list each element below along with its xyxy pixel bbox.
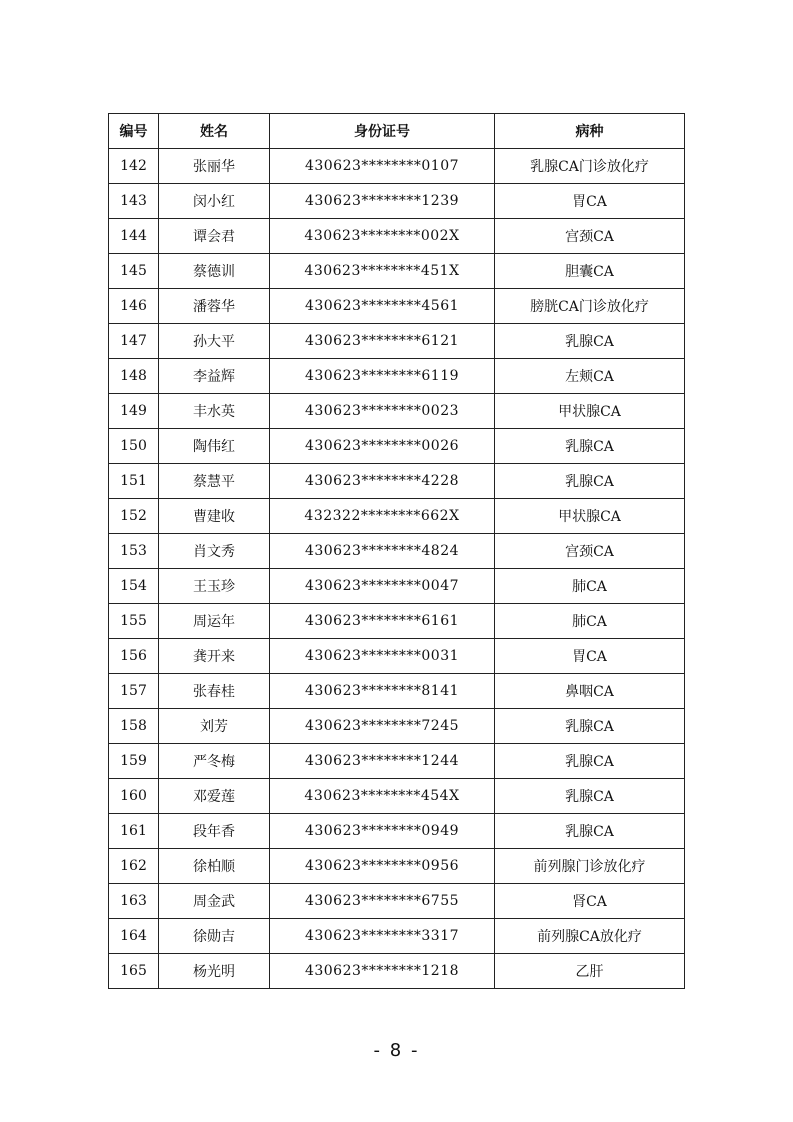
- id-number-cell: 430623********1239: [270, 184, 495, 219]
- disease-type-cell: 前列腺门诊放化疗: [495, 849, 685, 884]
- id-number-cell: 432322********662X: [270, 499, 495, 534]
- id-number-cell: 430623********6161: [270, 604, 495, 639]
- table-row: [109, 324, 685, 359]
- row-number-cell: 145: [109, 254, 159, 289]
- row-number-cell: 158: [109, 709, 159, 744]
- id-number-cell: 430623********7245: [270, 709, 495, 744]
- table-row: [109, 254, 685, 289]
- id-number-cell: 430623********0023: [270, 394, 495, 429]
- id-number-cell: 430623********6755: [270, 884, 495, 919]
- table-row: [109, 954, 685, 989]
- id-number-cell: 430623********0949: [270, 814, 495, 849]
- row-number-cell: 150: [109, 429, 159, 464]
- header-id: 身份证号: [270, 114, 495, 149]
- patient-name-cell: 曹建收: [159, 499, 270, 534]
- row-number-cell: 146: [109, 289, 159, 324]
- row-number-cell: 163: [109, 884, 159, 919]
- patient-name-cell: 张春桂: [159, 674, 270, 709]
- patient-name-cell: 周运年: [159, 604, 270, 639]
- disease-type-cell: 乳腺CA: [495, 779, 685, 814]
- id-number-cell: 430623********0047: [270, 569, 495, 604]
- patient-name-cell: 李益辉: [159, 359, 270, 394]
- table-row: [109, 709, 685, 744]
- row-number-cell: 151: [109, 464, 159, 499]
- row-number-cell: 154: [109, 569, 159, 604]
- header-name: 姓名: [159, 114, 270, 149]
- page-number: - 8 -: [373, 1040, 420, 1061]
- table-row: [109, 359, 685, 394]
- row-number-cell: 161: [109, 814, 159, 849]
- table-row: [109, 779, 685, 814]
- id-number-cell: 430623********4561: [270, 289, 495, 324]
- disease-type-cell: 前列腺CA放化疗: [495, 919, 685, 954]
- row-number-cell: 148: [109, 359, 159, 394]
- patient-name-cell: 谭会君: [159, 219, 270, 254]
- table-row: [109, 149, 685, 184]
- disease-type-cell: 胆囊CA: [495, 254, 685, 289]
- table-row: [109, 429, 685, 464]
- patient-name-cell: 周金武: [159, 884, 270, 919]
- id-number-cell: 430623********002X: [270, 219, 495, 254]
- id-number-cell: 430623********1218: [270, 954, 495, 989]
- table-row: [109, 499, 685, 534]
- disease-type-cell: 肺CA: [495, 569, 685, 604]
- patient-name-cell: 陶伟红: [159, 429, 270, 464]
- row-number-cell: 143: [109, 184, 159, 219]
- table-row: [109, 184, 685, 219]
- id-number-cell: 430623********0031: [270, 639, 495, 674]
- disease-type-cell: 宫颈CA: [495, 534, 685, 569]
- patient-name-cell: 丰水英: [159, 394, 270, 429]
- id-number-cell: 430623********4228: [270, 464, 495, 499]
- id-number-cell: 430623********6121: [270, 324, 495, 359]
- disease-type-cell: 乳腺CA: [495, 464, 685, 499]
- table-row: [109, 639, 685, 674]
- disease-type-cell: 乳腺CA: [495, 709, 685, 744]
- patient-name-cell: 邓爱莲: [159, 779, 270, 814]
- table-row: [109, 884, 685, 919]
- id-number-cell: 430623********3317: [270, 919, 495, 954]
- patient-name-cell: 王玉珍: [159, 569, 270, 604]
- row-number-cell: 160: [109, 779, 159, 814]
- table-row: [109, 394, 685, 429]
- patient-table: [108, 113, 685, 989]
- id-number-cell: 430623********1244: [270, 744, 495, 779]
- patient-name-cell: 段年香: [159, 814, 270, 849]
- row-number-cell: 157: [109, 674, 159, 709]
- disease-type-cell: 乳腺CA: [495, 429, 685, 464]
- patient-name-cell: 蔡慧平: [159, 464, 270, 499]
- disease-type-cell: 宫颈CA: [495, 219, 685, 254]
- table-row: [109, 289, 685, 324]
- table-header-row: [109, 114, 685, 149]
- patient-name-cell: 刘芳: [159, 709, 270, 744]
- patient-name-cell: 蔡德训: [159, 254, 270, 289]
- row-number-cell: 159: [109, 744, 159, 779]
- disease-type-cell: 肾CA: [495, 884, 685, 919]
- row-number-cell: 149: [109, 394, 159, 429]
- table-row: [109, 814, 685, 849]
- id-number-cell: 430623********6119: [270, 359, 495, 394]
- id-number-cell: 430623********451X: [270, 254, 495, 289]
- disease-type-cell: 乳腺CA: [495, 814, 685, 849]
- id-number-cell: 430623********8141: [270, 674, 495, 709]
- table-row: [109, 219, 685, 254]
- row-number-cell: 142: [109, 149, 159, 184]
- disease-type-cell: 鼻咽CA: [495, 674, 685, 709]
- disease-type-cell: 乳腺CA: [495, 744, 685, 779]
- row-number-cell: 164: [109, 919, 159, 954]
- row-number-cell: 156: [109, 639, 159, 674]
- patient-name-cell: 张丽华: [159, 149, 270, 184]
- patient-name-cell: 严冬梅: [159, 744, 270, 779]
- row-number-cell: 152: [109, 499, 159, 534]
- disease-type-cell: 胃CA: [495, 639, 685, 674]
- table-row: [109, 604, 685, 639]
- table-row: [109, 744, 685, 779]
- row-number-cell: 147: [109, 324, 159, 359]
- row-number-cell: 165: [109, 954, 159, 989]
- id-number-cell: 430623********0956: [270, 849, 495, 884]
- disease-type-cell: 膀胱CA门诊放化疗: [495, 289, 685, 324]
- table-row: [109, 569, 685, 604]
- disease-type-cell: 甲状腺CA: [495, 394, 685, 429]
- patient-name-cell: 潘蓉华: [159, 289, 270, 324]
- patient-name-cell: 龚开来: [159, 639, 270, 674]
- disease-type-cell: 乳腺CA门诊放化疗: [495, 149, 685, 184]
- header-num: 编号: [109, 114, 159, 149]
- table-row: [109, 534, 685, 569]
- patient-name-cell: 孙大平: [159, 324, 270, 359]
- disease-type-cell: 甲状腺CA: [495, 499, 685, 534]
- patient-name-cell: 徐柏顺: [159, 849, 270, 884]
- disease-type-cell: 肺CA: [495, 604, 685, 639]
- id-number-cell: 430623********0026: [270, 429, 495, 464]
- patient-name-cell: 肖文秀: [159, 534, 270, 569]
- patient-name-cell: 闵小红: [159, 184, 270, 219]
- disease-type-cell: 乳腺CA: [495, 324, 685, 359]
- disease-type-cell: 胃CA: [495, 184, 685, 219]
- table-body: [109, 149, 685, 989]
- row-number-cell: 144: [109, 219, 159, 254]
- row-number-cell: 162: [109, 849, 159, 884]
- header-disease: 病种: [495, 114, 685, 149]
- id-number-cell: 430623********4824: [270, 534, 495, 569]
- patient-name-cell: 徐勋吉: [159, 919, 270, 954]
- row-number-cell: 155: [109, 604, 159, 639]
- row-number-cell: 153: [109, 534, 159, 569]
- disease-type-cell: 乙肝: [495, 954, 685, 989]
- id-number-cell: 430623********0107: [270, 149, 495, 184]
- table-row: [109, 674, 685, 709]
- patient-name-cell: 杨光明: [159, 954, 270, 989]
- table-row: [109, 464, 685, 499]
- table-row: [109, 849, 685, 884]
- id-number-cell: 430623********454X: [270, 779, 495, 814]
- disease-type-cell: 左颊CA: [495, 359, 685, 394]
- table-row: [109, 919, 685, 954]
